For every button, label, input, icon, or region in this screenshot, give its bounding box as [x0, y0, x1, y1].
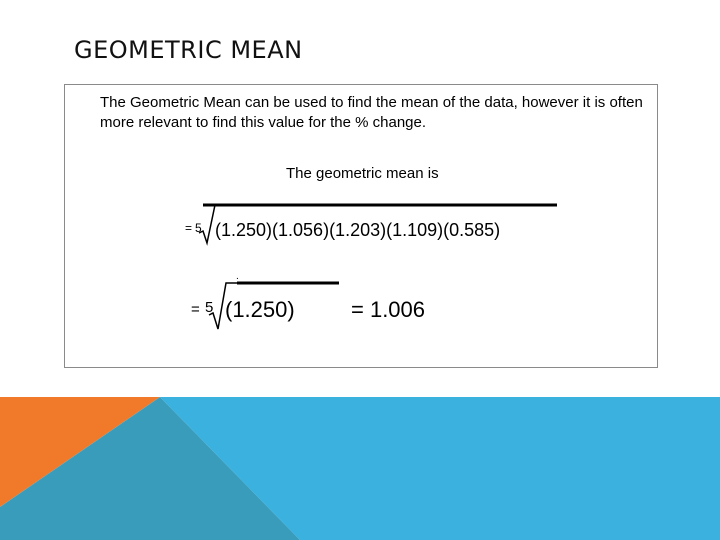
tick-mark: . — [236, 271, 239, 282]
root-index: 5 — [195, 221, 202, 235]
radicand: (1.250) — [225, 297, 295, 322]
equals-sign: = — [185, 221, 193, 235]
equals-sign: = — [191, 301, 200, 318]
root-index: 5 — [205, 299, 214, 316]
result-value: = 1.006 — [351, 297, 426, 322]
subheading: The geometric mean is — [286, 165, 439, 182]
intro-text: The Geometric Mean can be used to find the mean of the data, however it is often more relevant to find this value for the % change. — [100, 94, 643, 131]
radicand: (1.250)(1.056)(1.203)(1.109)(0.585) — [215, 220, 501, 240]
content-box — [64, 84, 658, 368]
slide-title: GEOMETRIC MEAN — [74, 36, 303, 64]
